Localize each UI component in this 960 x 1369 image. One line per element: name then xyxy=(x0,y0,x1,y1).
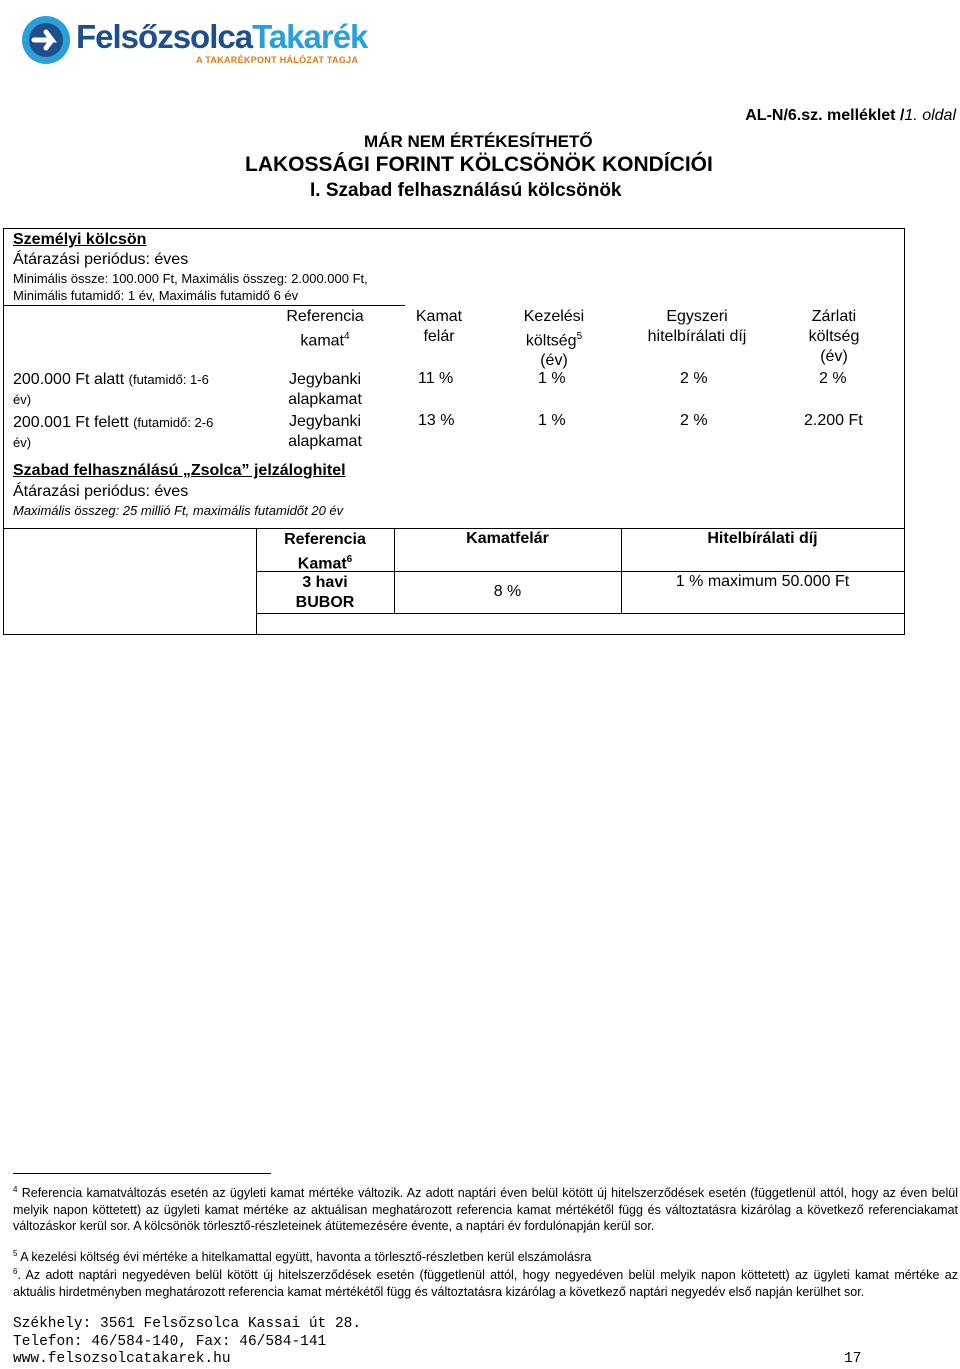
col-appraisal-line2: hitelbírálati díj xyxy=(647,328,747,345)
table-row xyxy=(13,370,209,410)
col-appraisal-line1: Egyszeri xyxy=(666,308,728,325)
table-row xyxy=(13,413,213,453)
mortgage-col-margin: Kamatfelár xyxy=(466,530,549,547)
mortgage-fee-value: 1 % maximum 50.000 Ft xyxy=(675,573,850,590)
col-handling-line1: Kezelési xyxy=(523,308,585,325)
annex-text: AL-N/6.sz. melléklet / xyxy=(745,107,905,124)
footer-website[interactable]: www.felsozsolcatakarek.hu xyxy=(13,1351,231,1367)
row-appraisal: 2 % xyxy=(680,412,708,429)
row-ref-line1: Jegybanki xyxy=(288,371,362,388)
row-appraisal: 2 % xyxy=(680,370,708,387)
col-closing-line2: költség xyxy=(808,328,860,345)
col-handling-fee xyxy=(514,307,594,371)
footer-phone: Telefon: 46/584-140, Fax: 46/584-141 xyxy=(13,1334,327,1350)
footnote-6-mark: 6 xyxy=(13,1267,18,1276)
mortgage-ref-value xyxy=(256,573,394,613)
mortgage-col-fee: Hitelbírálati díj xyxy=(707,530,818,547)
footnote-divider xyxy=(13,1173,271,1174)
logo-tagline: A TAKARÉKPONT HÁLÓZAT TAGJA xyxy=(196,55,359,65)
mortgage-col-ref-text: Kamat xyxy=(297,555,347,573)
footnote-4-mark: 4 xyxy=(13,1185,18,1194)
divider xyxy=(4,528,904,529)
footnote-5-mark: 5 xyxy=(13,1249,18,1258)
col-handling-line3: (év) xyxy=(540,352,568,370)
row-closing: 2.200 Ft xyxy=(804,412,863,429)
footnote-ref-5: 5 xyxy=(576,331,583,342)
footer-address: Székhely: 3561 Felsőzsolca Kassai út 28. xyxy=(13,1316,362,1332)
col-ref-rate-line1: Referencia xyxy=(286,308,364,325)
status-heading: MÁR NEM ÉRTÉKESÍTHETŐ xyxy=(364,132,593,151)
footnote-6 xyxy=(13,1264,958,1300)
row-ref-line1: Jegybanki xyxy=(288,413,362,430)
personal-loan-amount-limits: Minimális össze: 100.000 Ft, Maximális összeg: 2.000.000 Ft, xyxy=(13,271,368,286)
conditions-table xyxy=(3,228,905,635)
page-subtitle: I. Szabad felhasználású kölcsönök xyxy=(310,180,622,201)
row-label: 200.000 Ft alatt xyxy=(13,371,125,388)
row-ref-rate xyxy=(256,412,394,452)
col-appraisal-fee xyxy=(632,307,762,347)
footnote-ref-6: 6 xyxy=(346,554,353,565)
row-margin: 11 % xyxy=(418,370,454,387)
mortgage-col-ref-line1: Referencia xyxy=(284,531,366,548)
mortgage-ref-line2: BUBOR xyxy=(295,594,355,611)
footnote-5 xyxy=(13,1246,958,1266)
logo-wordmark xyxy=(76,18,367,56)
footnote-5-text: A kezelési költség évi mértéke a hitelkamattal együtt, havonta a törlesztő-részletben kerül elszámolásra xyxy=(20,1250,592,1265)
footnote-ref-4: 4 xyxy=(344,331,350,342)
col-closing-fee xyxy=(794,307,874,367)
row-ref-line2: alapkamat xyxy=(288,391,362,408)
divider xyxy=(256,613,904,614)
row-term-unit: év) xyxy=(13,435,32,450)
logo-emblem-icon xyxy=(20,12,80,72)
mortgage-limits: Maximális összeg: 25 millió Ft, maximális futamidőt 20 év xyxy=(13,503,344,518)
row-term-unit: év) xyxy=(13,392,32,407)
logo-name-part2: Takarék xyxy=(252,18,368,55)
mortgage-period: Átárazási periódus: éves xyxy=(13,483,189,500)
col-handling-line2 xyxy=(514,327,594,351)
col-ref-rate-line2 xyxy=(256,327,394,351)
personal-loan-title: Személyi kölcsön xyxy=(13,231,147,248)
row-label: 200.001 Ft felett xyxy=(13,414,129,431)
mortgage-col-ref xyxy=(256,530,394,574)
annex-page: 1. oldal xyxy=(904,107,956,124)
personal-loan-term-limits: Minimális futamidő: 1 év, Maximális futamidő 6 év xyxy=(13,288,299,303)
row-ref-rate xyxy=(256,370,394,410)
footnote-4 xyxy=(13,1182,958,1235)
mortgage-margin-value: 8 % xyxy=(493,583,522,600)
mortgage-col-ref-line2 xyxy=(256,550,394,574)
row-margin: 13 % xyxy=(418,412,455,429)
row-term: (futamidő: 2-6 xyxy=(133,415,214,430)
page-number: 17 xyxy=(844,1351,862,1367)
logo-name-part1: Felsőzsolca xyxy=(76,18,253,55)
col-closing-line3: (év) xyxy=(820,348,848,365)
col-ref-rate-text: kamat xyxy=(300,332,344,350)
col-closing-line1: Zárlati xyxy=(811,308,857,325)
col-margin xyxy=(404,307,474,347)
row-ref-line2: alapkamat xyxy=(288,433,362,450)
page-title: LAKOSSÁGI FORINT KÖLCSÖNÖK KONDÍCIÓI xyxy=(245,153,713,176)
personal-loan-period: Átárazási periódus: éves xyxy=(13,251,189,268)
footnote-4-text: Referencia kamatváltozás esetén az ügyleti kamat mértéke változik. Az adott naptári éven belül kötött új hitelszerződések esetén (függetlenül attól, hogy az éven belül melyik napon köttetett) az ügyleti kamat mértéke az aktuálisan meghatározott referencia kamat mértékétől függ és változtatásra kizárólag a következő referenciakamat változáskor kerül sor. A kölcsönök törlesztő-részleteinek átütemezésére évente, a naptári év fordulónapján kerül sor. xyxy=(13,1186,958,1234)
col-margin-line2: felár xyxy=(423,328,455,345)
col-handling-text: költség xyxy=(525,332,577,350)
mortgage-title: Szabad felhasználású „Zsolca” jelzáloghitel xyxy=(13,462,346,479)
col-margin-line1: Kamat xyxy=(415,308,463,325)
row-closing: 2 % xyxy=(819,370,847,387)
col-ref-rate xyxy=(256,307,394,351)
footnote-6-text: . Az adott naptári negyedéven belül kötött új hitelszerződések esetén (függetlenül attól, hogy negyedéven belül melyik napon köttetett) az ügyleti kamat mértéke az aktuális hirdetményben meghatározott referencia kamat mértékétől függ és változtatásra kizárólag a következő naptári negyedév első napján kerülhet sor. xyxy=(13,1268,958,1299)
divider xyxy=(4,305,405,306)
row-term: (futamidő: 1-6 xyxy=(128,372,209,387)
row-handling: 1 % xyxy=(538,370,566,387)
mortgage-ref-line1: 3 havi xyxy=(302,574,348,591)
row-handling: 1 % xyxy=(538,412,566,429)
annex-label xyxy=(745,107,956,125)
